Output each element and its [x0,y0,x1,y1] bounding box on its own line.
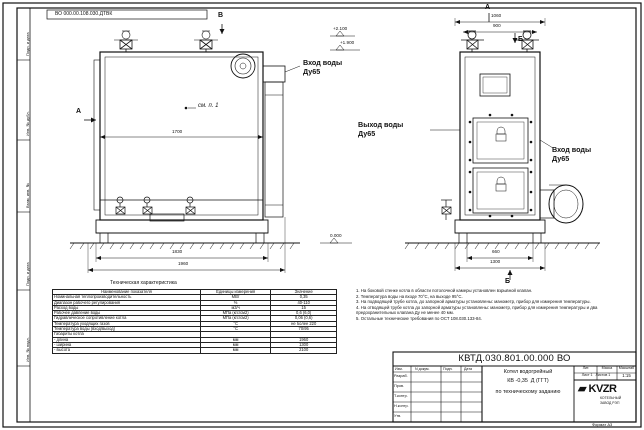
spec-cell: 40-110 [271,300,337,305]
note-5: 5. Остальные технические требования по ОСТ 108.030.133-84. [356,315,482,321]
margin-label-1: Инв. № дубл. [25,111,30,136]
margin-label-4: Инв. № подл. [25,337,30,362]
tb-row-prov: Пров. [394,384,405,388]
tb-row-nkontr: Н.контр. [394,404,409,408]
elevation-0000: 0.000 [330,233,342,238]
callout-sub: Ду65 [552,154,570,163]
spec-cell: Расход воды [53,305,201,310]
object-line-1: Котел водогрейный [503,369,553,375]
dim-1300: 1300 [490,259,501,264]
spec-cell: МВт [200,295,270,300]
spec-cell: - ширина [53,342,201,347]
callout-sub: Ду65 [303,67,321,76]
spec-cell: 0,35 [271,295,337,300]
spec-cell: Рабочее давление воды [53,311,201,316]
spec-cell: 1300 [271,342,337,347]
section-arrow-a-left: А [76,108,82,115]
spec-cell: м3/ч [200,305,270,310]
spec-cell: Габариты котла [53,332,201,337]
dim-900: 900 [493,23,501,28]
dim-1060: 1060 [491,13,502,18]
callout-title: Вход воды [552,145,592,154]
view-label-b-bottom: Б [505,278,511,285]
callout-outlet [358,120,403,138]
dim-660: 660 [492,249,500,254]
elevation-2100: +2.100 [333,26,348,31]
margin-label-2: Взам. инв. № [25,183,30,208]
tb-scale-value: 1:15 [622,373,631,378]
dim-1960: 1960 [178,261,189,266]
object-line-2: КВ -0,35 Д (ГГТ) [507,378,549,384]
view-label-b-right: Б [518,36,524,43]
spec-cell: мм [200,337,270,342]
technical-notes [356,288,628,321]
spec-cell: Номинальная теплопроизводительность [53,295,201,300]
spec-cell: 70/95 [271,327,337,332]
sheet-code: КВТД.030.801.00.000 ВО [458,353,571,364]
dim-1700: 1700 [172,129,183,134]
tb-row-tkontr: Т.контр. [394,394,408,398]
table-row [53,348,337,353]
object-line-3: по техническому заданию [495,389,561,395]
tb-col-docnum: N докум. [415,367,430,371]
spec-col-2: Значение [271,290,337,295]
spec-cell: МПа (кгс/см2) [200,311,270,316]
logo-sub-1: КОТЕЛЬНЫЙ [600,396,622,400]
spec-table-caption: Техническая характеристика [110,280,177,286]
note-3: 3. На подводящей трубе котла, до запорной арматуры установлены: манометр, прибор для измерения температуры. [356,299,591,304]
spec-table [52,289,337,354]
spec-col-1: Единицы измерения [200,290,270,295]
logo-sub-2: ЗАВОД РЭП [600,401,620,405]
note-4: 4. На отводящей трубе котла до запорной арматуры установлены: манометр, прибор для измерения температуры и два предохранительных клапана Ду не менее 40 мм. [356,304,598,315]
spec-cell: Температура уходящих газов [53,321,201,326]
dim-1830: 1830 [172,249,183,254]
spec-cell: Гидравлическое сопротивление котла [53,316,201,321]
spec-cell: °С [200,327,270,332]
spec-cell: % [200,300,270,305]
tb-scale-header: Масштаб [618,366,635,370]
spec-cell: - высота [53,348,201,353]
tb-col-data: Дата [464,367,472,371]
callout-title: Выход воды [358,120,404,129]
tb-sheet-line: Лист 1 Листов 1 [581,373,611,377]
note-1: 1. На боковой стенке котла в области потолочной камеры установлен взрывной клапан. [356,288,533,293]
spec-cell: мм [200,348,270,353]
spec-cell: 0,6 (6,0) [271,311,337,316]
callout-inlet-left [303,58,342,76]
spec-col-0: Наименование показателя [53,290,201,295]
spec-cell: 15 [271,305,337,310]
spec-cell: МПа (кгс/см2) [200,316,270,321]
spec-cell: Температура воды (вход/выход) [53,327,201,332]
spec-cell: - длина [53,337,201,342]
margin-label-3: Подп. и дата [25,262,30,286]
spec-cell: 2100 [271,348,337,353]
top-stamp-text: ВО 000.00.108.030.ДТВК [55,11,113,17]
spec-cell: 0,06 (0,6) [271,316,337,321]
spec-cell: мм [200,342,270,347]
tb-lit-header: Лит. [582,366,590,370]
margin-label-0: Подп. и дата [25,32,30,56]
view-label-a-right: А [485,4,491,11]
tb-col-izm: Изм. [395,367,403,371]
spec-cell: 1960 [271,337,337,342]
spec-cell: не более 220 [271,321,337,326]
note-2: 2. Температура воды на входе 70°С, на выходе 95°С. [356,293,463,299]
see-note-1: см. п. 1 [198,103,219,109]
logo-mark: ▰ KVZR [578,383,617,395]
tb-col-podp: Подп. [443,367,453,371]
tb-row-utv: Утв. [394,414,402,418]
callout-sub: Ду65 [358,129,376,138]
view-label-v: В [218,12,224,19]
spec-cell: Диапазон рабочего регулирования [53,300,201,305]
tb-row-razrab: Разраб. [394,374,408,378]
sheet-format: Формат А3 [592,422,613,427]
tb-mass-header: Масса [601,366,613,370]
callout-inlet-right [552,145,591,163]
callout-title: Вход воды [303,58,343,67]
elevation-1900: +1.900 [340,40,355,45]
spec-cell: °С [200,321,270,326]
